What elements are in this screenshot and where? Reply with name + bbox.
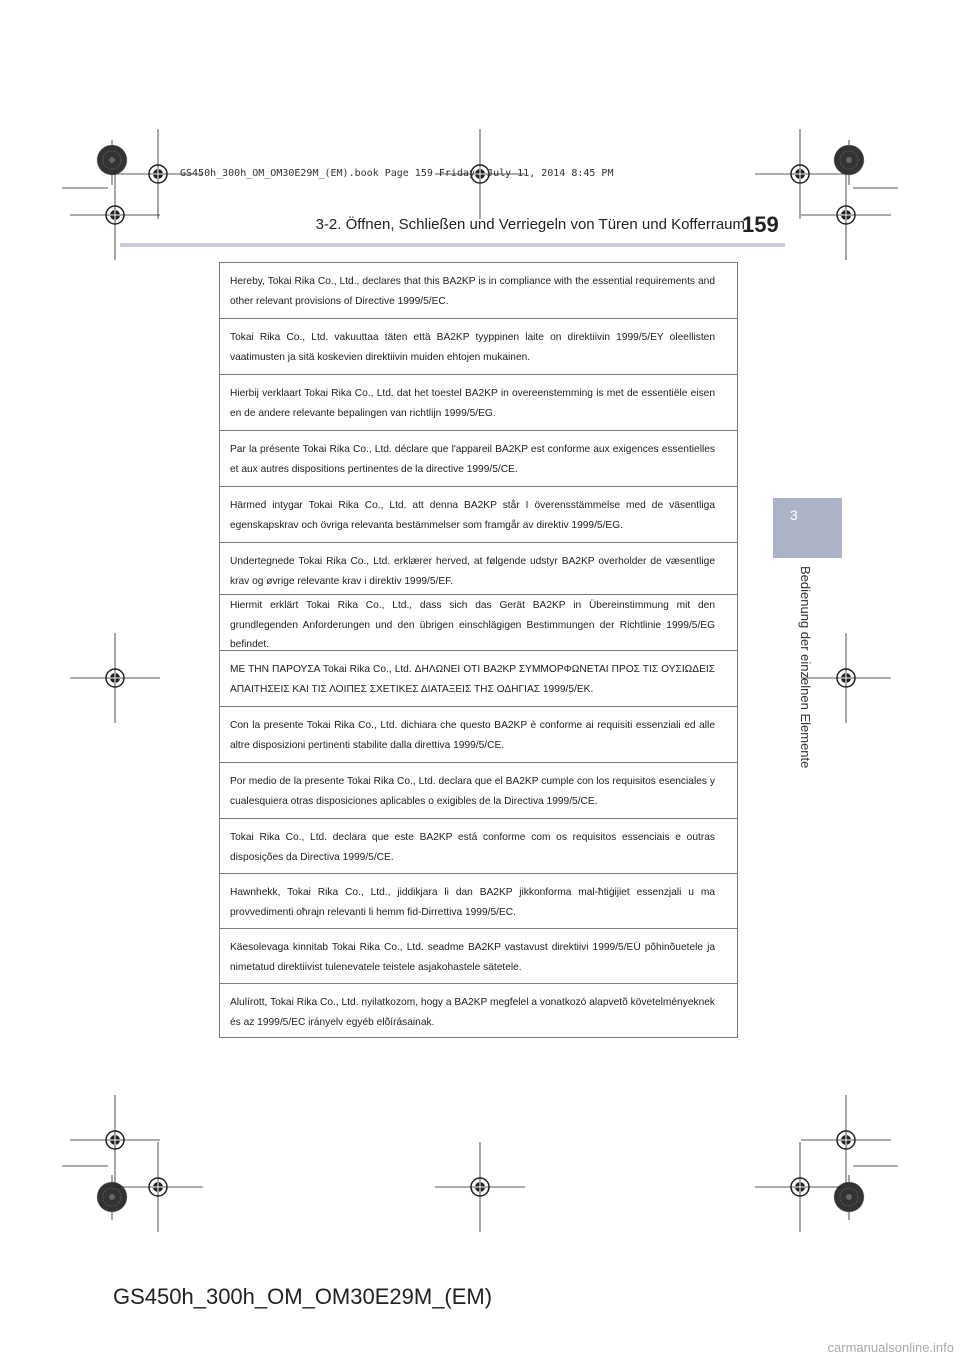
declaration-row: Por medio de la presente Tokai Rika Co., Ltd. declara que el BA2KP cumple con los requisitos esenciales y cualesquiera otras disposiciones aplicables o exigibles de la Directiva 1999/5/CE. xyxy=(220,763,737,819)
declaration-row: Hawnhekk, Tokai Rika Co., Ltd., jiddikjara li dan BA2KP jikkonforma mal-ħtiġijiet essenzjali u ma provvedimenti oħrajn relevanti li hemm fid-Dirrettiva 1999/5/EC. xyxy=(220,874,737,929)
site-watermark: carmanualsonline.info xyxy=(827,1340,954,1355)
chapter-tab xyxy=(773,498,842,558)
declaration-row: Hiermit erklärt Tokai Rika Co., Ltd., dass sich das Gerät BA2KP in Übereinstimmung mit den grundlegenden Anforderungen und den übrigen einschlägigen Bestimmungen der Richtlinie 1999/5/EG befindet. xyxy=(220,595,737,651)
declaration-row: ΜΕ ΤΗΝ ΠΑΡΟΥΣΑ Tokai Rika Co., Ltd. ΔΗΛΩΝΕΙ ΟΤΙ BA2KP ΣΥΜΜΟΡΦΩΝΕΤΑΙ ΠΡΟΣ ΤΙΣ ΟΥΣΙΩΔΕΙΣ ΑΠΑΙΤΗΣΕΙΣ ΚΑΙ ΤΙΣ ΛΟΙΠΕΣ ΣΧΕΤΙΚΕΣ ΔΙΑΤΑΞΕΙΣ ΤΗΣ ΟΔΗΓΙΑΣ 1999/5/ΕΚ. xyxy=(220,651,737,707)
declaration-row: Con la presente Tokai Rika Co., Ltd. dichiara che questo BA2KP è conforme ai requisiti essenziali ed alle altre disposizioni pertinenti stabilite dalla direttiva 1999/5/CE. xyxy=(220,707,737,763)
declaration-row: Härmed intygar Tokai Rika Co., Ltd. att denna BA2KP står I överensstämmelse med de väsentliga egenskapskrav och övriga relevanta bestämmelser som framgår av direktiv 1999/5/EG. xyxy=(220,487,737,543)
declaration-row: Par la présente Tokai Rika Co., Ltd. déclare que l'appareil BA2KP est conforme aux exigences essentielles et aux autres dispositions pertinentes de la directive 1999/5/CE. xyxy=(220,431,737,487)
declaration-row: Hierbij verklaart Tokai Rika Co., Ltd. dat het toestel BA2KP in overeenstemming is met de essentiële eisen en de andere relevante bepalingen van richtlijn 1999/5/EG. xyxy=(220,375,737,431)
footer-document-code: GS450h_300h_OM_OM30E29M_(EM) xyxy=(113,1284,493,1309)
header-rule xyxy=(120,243,785,247)
declaration-table xyxy=(219,262,738,1038)
chapter-tab-label: Bedienung der einzelnen Elemente xyxy=(798,566,813,769)
book-info: GS450h_300h_OM_OM30E29M_(EM).book Page 159 Friday, July 11, 2014 8:45 PM xyxy=(180,168,614,179)
section-title: 3-2. Öffnen, Schließen und Verriegeln von Türen und Kofferraum xyxy=(315,216,745,233)
chapter-tab-number: 3 xyxy=(790,507,798,523)
declaration-row: Käesolevaga kinnitab Tokai Rika Co., Ltd. seadme BA2KP vastavust direktiivi 1999/5/EÜ põhinõuetele ja nimetatud direktiivist tulenevatele teistele asjakohastele sätetele. xyxy=(220,929,737,984)
declaration-row: Tokai Rika Co., Ltd. vakuuttaa täten että BA2KP tyyppinen laite on direktiivin 1999/5/EY oleellisten vaatimusten ja sitä koskevien direktiivin muiden ehtojen mukainen. xyxy=(220,319,737,375)
page-number: 159 xyxy=(742,212,779,237)
declaration-row: Tokai Rika Co., Ltd. declara que este BA2KP está conforme com os requisitos essenciais e outras disposições da Directiva 1999/5/CE. xyxy=(220,819,737,874)
declaration-row: Undertegnede Tokai Rika Co., Ltd. erklærer herved, at følgende udstyr BA2KP overholder de væsentlige krav og øvrige relevante krav i direktiv 1999/5/EF. xyxy=(220,543,737,595)
declaration-row: Hereby, Tokai Rika Co., Ltd., declares that this BA2KP is in compliance with the essential requirements and other relevant provisions of Directive 1999/5/EC. xyxy=(220,263,737,319)
declaration-row: Alulírott, Tokai Rika Co., Ltd. nyilatkozom, hogy a BA2KP megfelel a vonatkozó alapvetõ követelményeknek és az 1999/5/EC irányelv egyéb elõírásainak. xyxy=(230,997,715,1028)
